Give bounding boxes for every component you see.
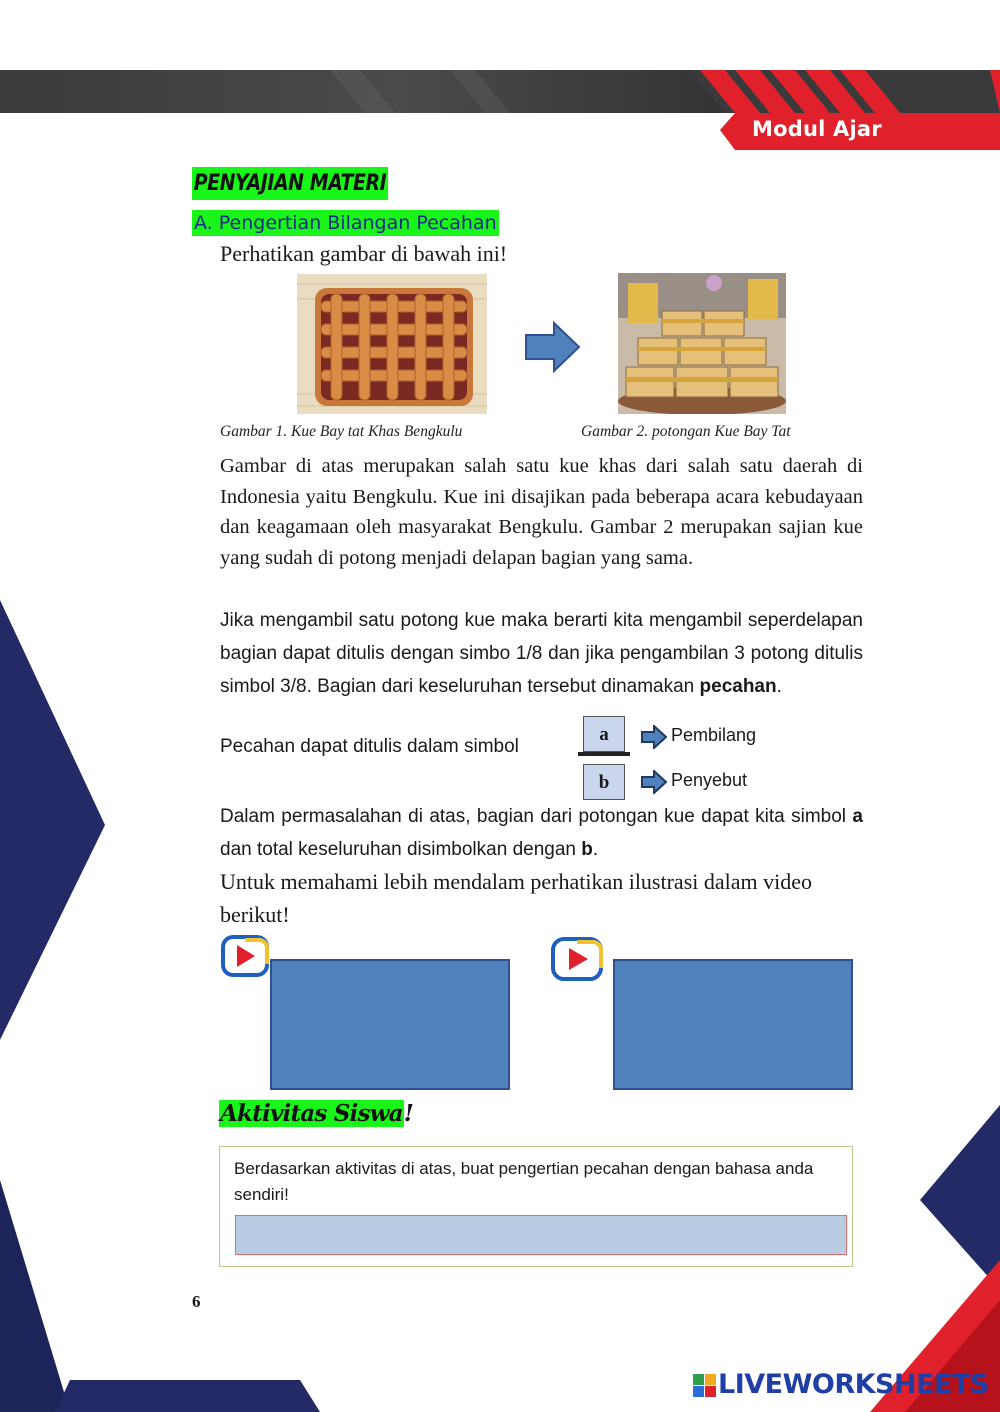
play-video-icon[interactable] — [220, 934, 270, 978]
para3-text-b: dan total keseluruhan disimbolkan dengan — [220, 839, 582, 860]
fraction-bar — [578, 752, 630, 756]
arrow-right-icon — [641, 725, 667, 749]
symbol-a: a — [852, 806, 863, 827]
para2-end: . — [776, 676, 782, 697]
symbol-line-text: Pecahan dapat ditulis dalam simbol — [220, 736, 519, 757]
liveworksheets-brand: LIVEWORKSHEETS — [718, 1369, 989, 1400]
video-player-2[interactable] — [613, 959, 853, 1090]
arrow-right-icon — [524, 320, 582, 374]
paragraph-symbol-explanation — [220, 800, 863, 866]
video-player-1[interactable] — [270, 959, 510, 1090]
section-subtitle: A. Pengertian Bilangan Pecahan — [194, 212, 497, 234]
numerator-box: a — [583, 716, 625, 752]
activity-title-text: Aktivitas Siswa — [220, 1100, 403, 1127]
symbol-b: b — [581, 839, 593, 860]
paragraph-intro-cake: Gambar di atas merupakan salah satu kue khas dari salah satu daerah di Indonesia yaitu Bengkulu. Kue ini disajikan pada beberapa acara kebudayaan dan keagamaan oleh masyarakat Bengkulu. Gambar 2 merupakan sajian kue yang sudah di potong menjadi delapan bagian yang sama. — [220, 455, 863, 569]
denominator-label: Penyebut — [671, 770, 748, 790]
activity-prompt: Berdasarkan aktivitas di atas, buat pengertian pecahan dengan bahasa anda sendiri! — [234, 1159, 814, 1204]
para3-end: . — [592, 839, 599, 860]
liveworksheets-logo-icon — [693, 1374, 717, 1398]
para2-text: Jika mengambil satu potong kue maka berarti kita mengambil seperdelapan bagian dapat ditulis dengan simbo 1/8 dan jika pengambilan 3 potong ditulis simbol 3/8. Bagian dari keseluruhan tersebut dinamakan — [220, 610, 863, 697]
header-label: Modul Ajar — [752, 117, 882, 141]
denominator-box: b — [583, 764, 625, 800]
arrow-right-icon — [641, 770, 667, 794]
answer-input[interactable] — [235, 1215, 847, 1255]
numerator-label: Pembilang — [671, 725, 757, 745]
play-video-icon[interactable] — [550, 936, 604, 982]
paragraph-video-intro: Untuk memahami lebih mendalam perhatikan ilustrasi dalam video berikut! — [220, 869, 813, 927]
para3-text-a: Dalam permasalahan di atas, bagian dari potongan kue dapat kita simbol — [220, 806, 853, 827]
page-number: 6 — [192, 1292, 201, 1311]
figure-caption-1: Gambar 1. Kue Bay tat Khas Bengkulu — [220, 423, 463, 440]
section-title: PENYAJIAN MATERI — [192, 167, 388, 200]
figure-caption-2: Gambar 2. potongan Kue Bay Tat — [581, 423, 791, 440]
activity-title-mark: ! — [403, 1100, 414, 1127]
intro-text: Perhatikan gambar di bawah ini! — [220, 241, 508, 266]
cake-image-whole — [297, 274, 487, 414]
term-pecahan: pecahan — [699, 676, 777, 697]
cake-image-sliced — [618, 273, 786, 414]
activity-title — [219, 1095, 413, 1133]
paragraph-fraction-definition — [220, 604, 863, 703]
